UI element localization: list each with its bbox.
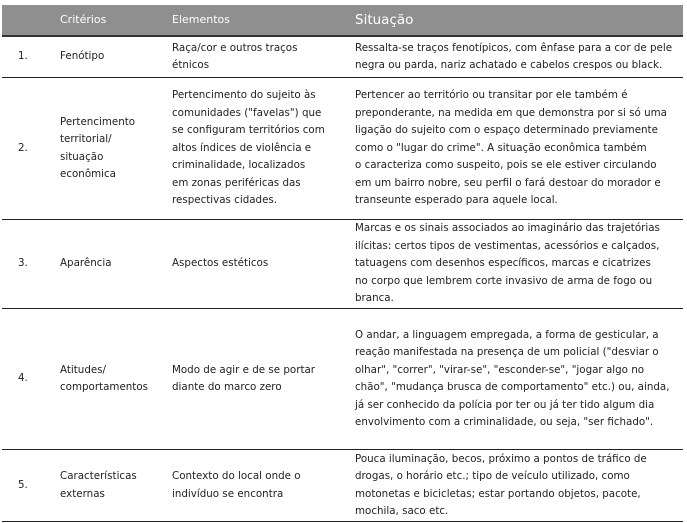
row-situation: O andar, a linguagem empregada, a forma de gesticular, a reação manifestada na presença de um policial ("desviar o olhar", "correr", "virar-se", "esconder-se", "jogar algo no chão", "mudança brusca de comportamento" etc.) ou, ainda, já ser conhecido da polícia por ter ou já ter tido algum dia envolvimento com a criminalidade, ou seja, "ser fichado".: [355, 328, 670, 428]
row-elements: Raça/cor e outros traços étnicos: [172, 41, 298, 71]
row-elements: Aspectos estéticos: [172, 257, 269, 270]
criteria-table: [2, 5, 683, 522]
row-situation: Pertencer ao território ou transitar por ele também é preponderante, na medida em que demonstra por si só uma ligação do sujeito com o espaço determinado previamente como o "lugar do crime". A situação econômica também o caracteriza como suspeito, pois se ele estiver circulando em um bairro nobre, seu perfil o fará destoar do morador e transeunte esperado para aquele local.: [355, 89, 667, 207]
row-criteria: Atitudes/ comportamentos: [60, 363, 149, 393]
row-elements: Pertencimento do sujeito às comunidades ("favelas") que se configuram territórios com altos índices de violência e criminalidade, localizados em zonas periféricas das respectivas cidades.: [172, 89, 325, 207]
row-situation: Pouca iluminação, becos, próximo a pontos de tráfico de drogas, o horário etc.; tipo de veículo utilizado, como motonetas e bicicletas; estar portando objetos, pacote, mochila, saco etc.: [355, 452, 647, 517]
row-number: 5.: [18, 478, 28, 491]
header-criteria: Critérios: [60, 13, 107, 26]
row-elements: Contexto do local onde o indivíduo se encontra: [172, 470, 301, 500]
row-criteria: Aparência: [60, 257, 112, 270]
row-number: 4.: [18, 372, 28, 385]
row-elements: Modo de agir e de se portar diante do marco zero: [172, 363, 316, 393]
table-row: [2, 220, 683, 309]
row-number: 1.: [18, 50, 28, 63]
row-number: 3.: [18, 257, 28, 270]
header-situation: Situação: [355, 12, 414, 28]
row-situation: Ressalta-se traços fenotípicos, com ênfase para a cor de pele negra ou parda, nariz achatado e cabelos crespos ou black.: [355, 41, 673, 71]
table-row: [2, 450, 683, 522]
row-criteria: Pertencimento territorial/ situação econômica: [60, 115, 136, 180]
header-elements: Elementos: [172, 13, 231, 26]
row-criteria: Fenótipo: [60, 50, 105, 63]
table-row: [2, 78, 683, 220]
table-row: [2, 309, 683, 450]
table-row: [2, 37, 683, 78]
row-criteria: Características externas: [60, 470, 137, 500]
row-situation: Marcas e os sinais associados ao imaginário das trajetórias ilícitas: certos tipos de vestimentas, acessórios e calçados, tatuagens com desenhos específicos, marcas e cicatrizes no corpo que lembrem corte invasivo de arma de fogo ou branca.: [355, 222, 660, 305]
table-header: [2, 5, 683, 37]
row-number: 2.: [18, 141, 28, 154]
